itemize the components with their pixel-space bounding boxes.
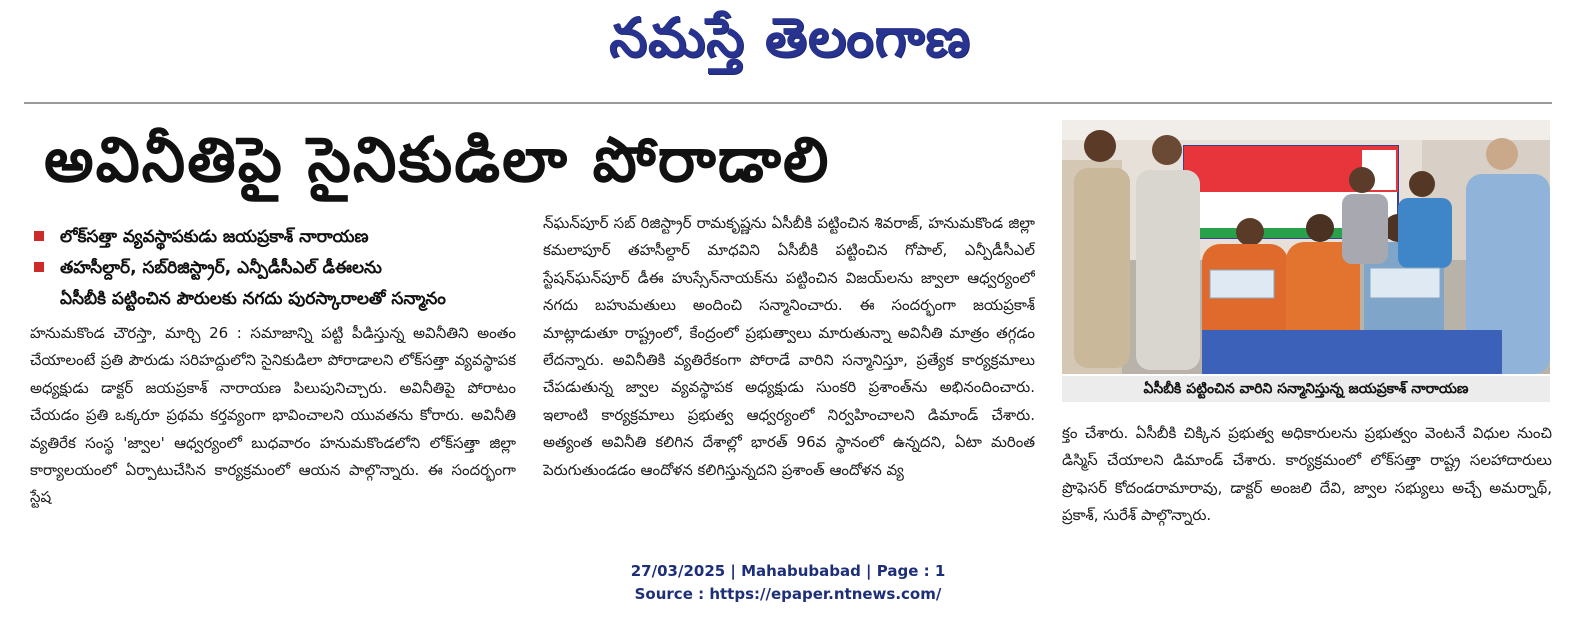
- subhead-1-text: లోక్‌సత్తా వ్యవస్థాపకుడు జయప్రకాశ్ నారాయణ: [60, 227, 369, 247]
- footer-edition-info: 27/03/2025 | Mahabubabad | Page : 1: [630, 562, 946, 580]
- page-footer: [0, 560, 1576, 606]
- subhead-2: [30, 253, 530, 284]
- article-column-1: హనుమకొండ చౌరస్తా, మార్చి 26 : సమాజాన్ని పట్టి పీడిస్తున్న అవినీతిని అంతం చేయాలంటే ప్రతి పౌరుడు సరిహద్దులోని సైనికుడిలా పోరాడాలని లోక్‌సత్తా వ్యవస్థాపక అధ్యక్షుడు డాక్టర్ జయప్రకాశ్ నారాయణ పిలుపునిచ్చారు. అవినీతిపై పోరాటం చేయడం ప్రతి ఒక్కరూ ప్రథమ కర్తవ్యంగా భావించాలని యువతను కోరారు. అవినీతి వ్యతిరేక సంస్థ 'జ్వాల' ఆధ్వర్యంలో బుధవారం హనుమకొండలోని లోక్‌సత్తా జిల్లా కార్యాలయంలో ఏర్పాటుచేసిన కార్యక్రమంలో ఆయన పాల్గొన్నారు. ఈ సందర్భంగా స్టేష: [30, 324, 516, 507]
- subhead-1: [30, 222, 530, 253]
- subhead-3: [30, 284, 530, 315]
- article-column-2: న్‌ఘన్‌పూర్ సబ్ రిజిస్ట్రార్ రామకృష్ణను ఏసీబీకి పట్టించిన శివరాజ్, హనుమకొండ జిల్లా కమలాపూర్ తహసీల్దార్ మాధవిని ఏసీబీకి పట్టించిన గోపాల్, ఎన్పీడీసీఎల్ స్టేషన్‌ఘన్‌పూర్ డీఈ హుస్సేన్‌నాయక్‌ను పట్టించిన విజయ్‌లను జ్వాలా ఆధ్వర్యంలో నగదు బహుమతులు అందించి సన్మానించారు. ఈ సందర్భంగా జయప్రకాశ్ మాట్లాడుతూ రాష్ట్రంలో, కేంద్రంలో ప్రభుత్వాలు మారుతున్నా అవినీతి మాత్రం తగ్గడం లేదన్నారు. అవినీతికి వ్యతిరేకంగా పోరాడే వారిని సన్మానిస్తూ, ప్రత్యేక కార్యక్రమాలు చేపడుతున్న జ్వాల వ్యవస్థాపక అధ్యక్షుడు సుంకరి ప్రశాంత్‌ను అభినందించారు. ఇలాంటి కార్యక్రమాలు ప్రభుత్వ ఆధ్వర్యంలో నిర్వహించాలని డిమాండ్ చేశారు. అత్యంత అవినీతి కలిగిన దేశాల్లో భారత్ 96వ స్థానంలో ఉన్నదని, ఏటా మరింత పెరుగుతుండడం ఆందోళన కలిగిస్తున్నదని ప్రశాంత్ ఆందోళన వ్య: [543, 214, 1035, 479]
- subhead-2-text: తహసీల్దార్, సబ్‌రిజిస్ట్రార్, ఎన్పీడీసీఎల్ డీఈలను: [60, 258, 382, 278]
- subhead-3-text: ఏసీబీకి పట్టించిన పౌరులకు నగదు పురస్కారాలతో సన్మానం: [60, 289, 446, 309]
- square-bullet-icon: [34, 262, 44, 272]
- article-photo: [1062, 120, 1550, 374]
- article-headline: అవినీతిపై సైనికుడిలా పోరాడాలి: [44, 123, 831, 196]
- masthead: [0, 0, 1576, 104]
- footer-source-link[interactable]: Source : https://epaper.ntnews.com/: [634, 585, 942, 603]
- photo-caption: ఏసీబీకి పట్టించిన వారిని సన్మానిస్తున్న జయప్రకాశ్ నారాయణ: [1062, 376, 1550, 402]
- newspaper-logo: నమస్తే తెలంగాణ: [609, 6, 971, 69]
- article-subheads: [30, 222, 530, 315]
- masthead-divider: [24, 102, 1552, 104]
- square-bullet-icon: [34, 231, 44, 241]
- event-photo-illustration: [1062, 120, 1550, 374]
- article-column-3: క్తం చేశారు. ఏసీబీకి చిక్కిన ప్రభుత్వ అధికారులను ప్రభుత్వం వెంటనే విధుల నుంచి డిస్మిస్ చేయాలని డిమాండ్ చేశారు. కార్యక్రమంలో లోక్‌సత్తా రాష్ట్ర సలహాదారులు ప్రొఫెసర్ కోదండరామారావు, డాక్టర్ అంజలి దేవి, జ్వాల సభ్యులు అచ్చే అమర్నాథ్, ప్రకాశ్, సురేశ్ పాల్గొన్నారు.: [1062, 424, 1552, 525]
